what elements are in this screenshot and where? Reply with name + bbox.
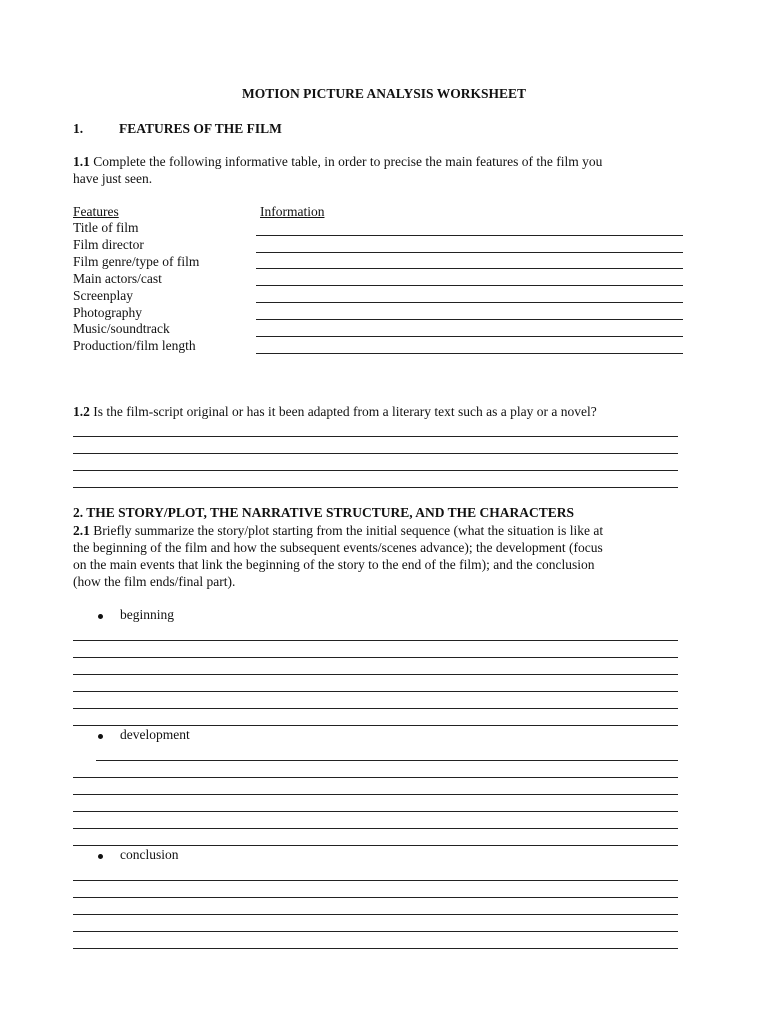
question-2-1-label: 2.1 [73,523,90,538]
section-1-heading: FEATURES OF THE FILM [119,121,282,136]
answer-line[interactable] [73,725,678,726]
question-1-2-text: Is the film-script original or has it been adapted from a literary text such as a play or a novel? [93,404,597,419]
answer-line[interactable] [73,948,678,949]
question-2-1-text-cont: (how the film ends/final part). [73,574,236,589]
answer-line[interactable] [256,302,683,303]
question-1-1-text-cont: have just seen. [73,171,153,186]
answer-line[interactable] [73,640,678,641]
table-row-label: Production/film length [73,338,196,353]
section-2-heading: 2. THE STORY/PLOT, THE NARRATIVE STRUCTURE, AND THE CHARACTERS [73,505,575,520]
question-2-1-text: Briefly summarize the story/plot starting from the initial sequence (what the situation is like at [93,523,604,538]
question-1-1-text: Complete the following informative table, in order to precise the main features of the film you [93,154,603,169]
bullet-icon [98,734,103,739]
answer-line[interactable] [73,880,678,881]
answer-line[interactable] [256,319,683,320]
answer-line[interactable] [256,235,683,236]
answer-line[interactable] [73,931,678,932]
answer-line[interactable] [73,453,678,454]
bullet-label-conclusion: conclusion [120,847,179,862]
question-1-2-label: 1.2 [73,404,90,419]
question-2-1-text-cont: the beginning of the film and how the subsequent events/scenes advance); the development (focus [73,540,603,555]
table-row-label: Screenplay [73,288,133,303]
answer-line[interactable] [73,691,678,692]
table-header-features: Features [73,204,119,219]
answer-line[interactable] [73,487,678,488]
answer-line[interactable] [73,708,678,709]
answer-line[interactable] [73,794,678,795]
answer-line[interactable] [256,268,683,269]
answer-line[interactable] [256,285,683,286]
answer-line[interactable] [73,470,678,471]
answer-line[interactable] [256,252,683,253]
answer-line[interactable] [73,436,678,437]
table-header-information: Information [260,204,325,219]
answer-line[interactable] [73,811,678,812]
answer-line[interactable] [73,828,678,829]
table-row-label: Title of film [73,220,139,235]
answer-line[interactable] [73,845,678,846]
bullet-label-development: development [120,727,190,742]
answer-line[interactable] [256,336,683,337]
table-row-label: Photography [73,305,142,320]
answer-line[interactable] [73,657,678,658]
document-title: MOTION PICTURE ANALYSIS WORKSHEET [242,86,526,101]
bullet-icon [98,614,103,619]
table-row-label: Music/soundtrack [73,321,170,336]
answer-line[interactable] [73,897,678,898]
table-row-label: Main actors/cast [73,271,162,286]
section-1-number: 1. [73,121,84,136]
answer-line[interactable] [96,760,678,761]
bullet-icon [98,854,103,859]
question-1-2 [73,404,597,420]
answer-line[interactable] [73,914,678,915]
answer-line[interactable] [256,353,683,354]
question-2-1-text-cont: on the main events that link the beginning of the story to the end of the film); and the conclusion [73,557,595,572]
question-2-1 [73,523,603,539]
answer-line[interactable] [73,777,678,778]
question-1-1-label: 1.1 [73,154,90,169]
question-1-1 [73,154,602,170]
answer-line[interactable] [73,674,678,675]
bullet-label-beginning: beginning [120,607,174,622]
table-row-label: Film director [73,237,144,252]
table-row-label: Film genre/type of film [73,254,200,269]
